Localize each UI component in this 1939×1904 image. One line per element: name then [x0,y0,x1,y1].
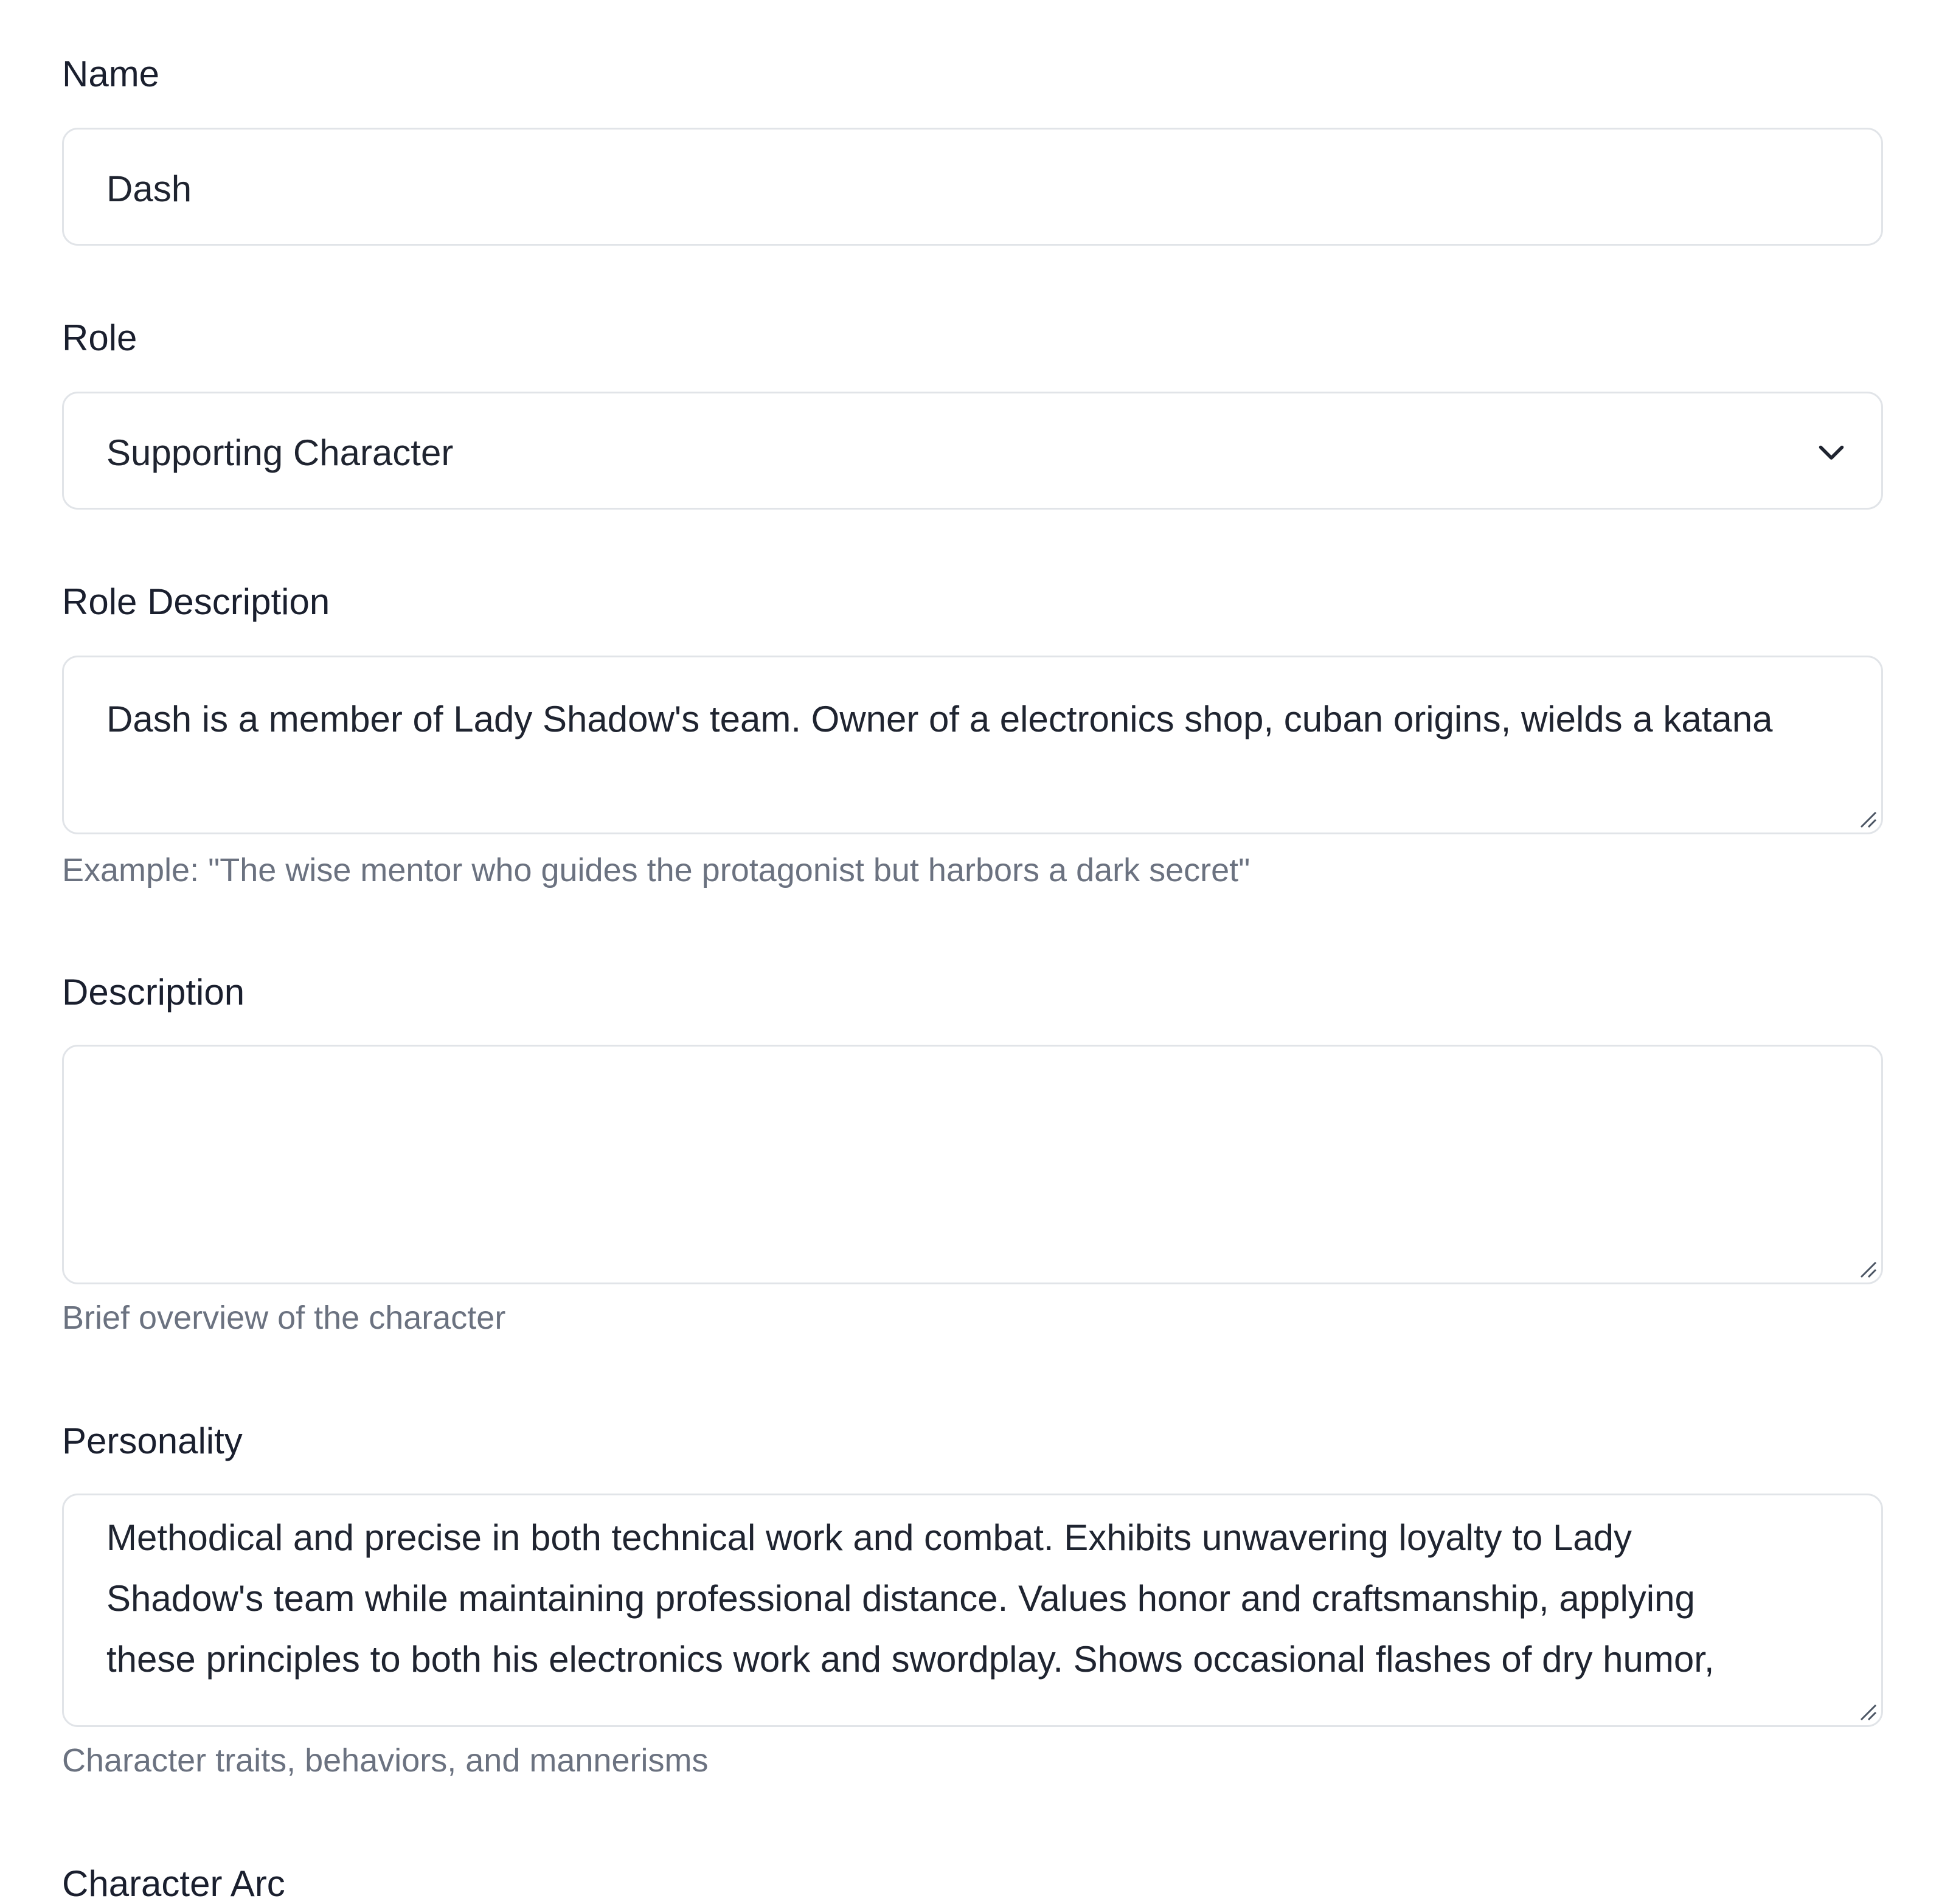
resize-handle-icon[interactable] [1856,807,1878,829]
role-select[interactable] [62,392,1883,510]
role-select-value: Supporting Character [106,432,454,473]
role-description-value: Dash is a member of Lady Shadow's team. Owner of a electronics shop, cuban origins, wields a katana [106,699,1773,739]
name-input-value: Dash [106,168,192,209]
role-label: Role [62,317,137,358]
name-label: Name [62,54,160,94]
personality-label: Personality [62,1421,243,1461]
description-hint: Brief overview of the character [62,1300,506,1336]
description-line [106,1280,1820,1284]
character-arc-label: Character Arc [62,1863,285,1904]
description-label: Description [62,972,245,1013]
personality-line: these principles to both his electronics work and swordplay. Shows occasional flashes of dry humor, [106,1639,1715,1680]
personality-line: Shadow's team while maintaining professional distance. Values honor and craftsmanship, applying [106,1578,1695,1619]
resize-handle-icon[interactable] [1856,1257,1878,1279]
personality-hint: Character traits, behaviors, and mannerisms [62,1742,709,1779]
name-input[interactable] [62,128,1883,246]
role-description-hint: Example: "The wise mentor who guides the protagonist but harbors a dark secret" [62,852,1250,888]
role-description-label: Role Description [62,581,330,622]
resize-handle-icon[interactable] [1856,1700,1878,1722]
personality-textarea[interactable] [62,1494,1883,1727]
personality-line: Methodical and precise in both technical work and combat. Exhibits unwavering loyalty to Lady [106,1517,1632,1558]
role-description-textarea[interactable] [62,656,1883,834]
description-textarea[interactable] [62,1045,1883,1284]
chevron-down-icon [1813,434,1850,470]
